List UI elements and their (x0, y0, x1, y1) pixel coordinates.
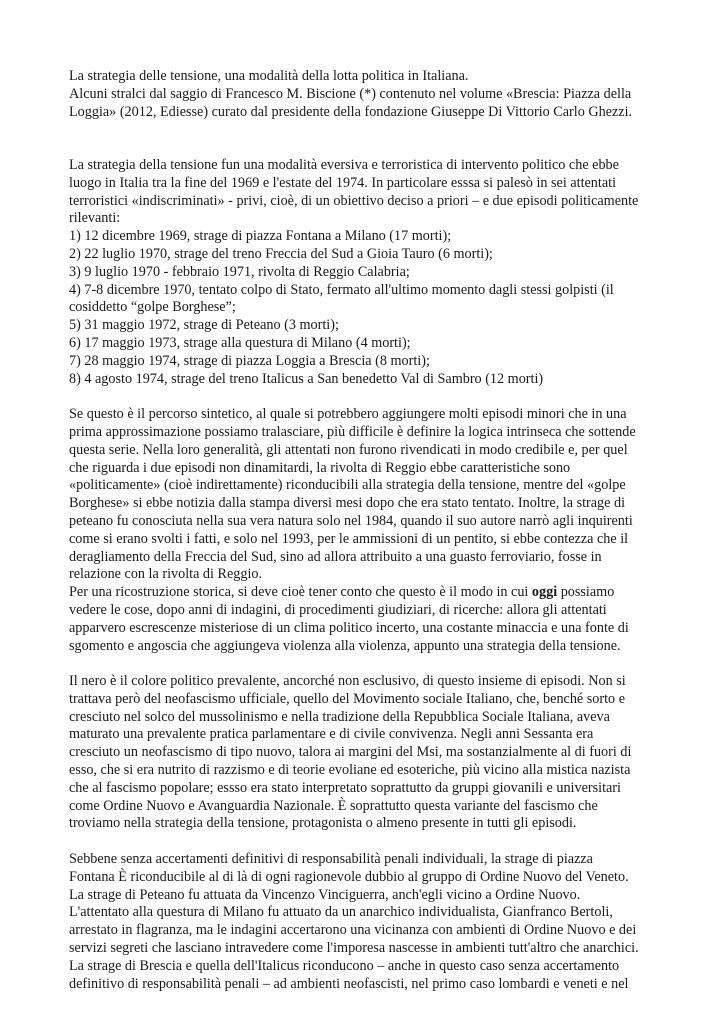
text-line: cresciuto un neofascismo di tipo nuovo, talora ai margini del Msi, ma sostanzialmente al di fuori di (69, 744, 632, 761)
list-item: 3) 9 luglio 1970 - febbraio 1971, rivolta di Reggio Calabria; (69, 263, 410, 280)
text-line: Fontana È riconducibile al di là di ogni ragionevole dubbio al gruppo di Ordine Nuovo del Veneto. (69, 868, 629, 885)
document-page (69, 68, 669, 993)
text-line: La strage di Brescia e quella dell'Italicus riconducono – anche in questo caso senza accertamento (69, 957, 620, 974)
text-line: troviamo nella strategia della tensione, protagonista o almeno presente in tutti gli episodi. (69, 815, 577, 832)
text-line: luogo in Italia tra la fine del 1969 e l'estate del 1974. In particolare esssa si palesò in sei attentati (69, 174, 617, 191)
text-line: sgomento e angoscia che aggiungeva violenza alla violenza, appunto una strategia della tensione. (69, 637, 621, 654)
text-line: che al fascismo popolare; essso era stato interpretato soprattutto da gruppi giovanili e universitari (69, 779, 621, 796)
spacer (69, 121, 669, 157)
spacer (69, 833, 669, 851)
list-item: 5) 31 maggio 1972, strage di Peteano (3 morti); (69, 317, 339, 334)
bold-word-oggi: oggi (531, 584, 558, 601)
text-line: deragliamento della Freccia del Sud, sino ad allora attribuito a una guasto ferroviario, fosse in (69, 548, 602, 565)
list-item: 7) 28 maggio 1974, strage di piazza Loggia a Brescia (8 morti); (69, 352, 430, 369)
text-line: terroristici «indiscriminati» - privi, cioè, di un obiettivo deciso a priori – e due episodi politicamente (69, 192, 639, 209)
list-item: 2) 22 luglio 1970, strage del treno Freccia del Sud a Gioia Tauro (6 morti); (69, 245, 493, 262)
text-line: questa serie. Nella loro generalità, gli attentati non furono rivendicati in modo credibile e, per quel (69, 441, 628, 458)
text-segment: Per una ricostruzione storica, si deve cioè tener conto che questo è il modo in cui (69, 584, 532, 601)
episodes-list (69, 228, 669, 388)
text-line: trattava però del neofascismo ufficiale, quello del Movimento sociale Italiano, che, benché sorto e (69, 690, 626, 707)
text-line: peteano fu conosciuta nella sua vera natura solo nel 1984, quando il suo autore narrò agli inquirenti (69, 512, 633, 529)
text-line: definitivo di responsabilità penali – ad ambienti neofascisti, nel primo caso lombardi e veneti e nel (69, 975, 629, 992)
text-line: servizi segreti che lasciano intravedere come l'imporesa nascesse in ambienti tutt'altro che anarchici. (69, 940, 639, 957)
header-title-line: La strategia delle tensione, una modalità della lotta politica in Italiana. (69, 68, 469, 84)
intro-paragraph (69, 157, 669, 228)
text-line: «politicamente» (cioè indirettamente) riconducibili alla strategia della tensione, mentre del «golpe (69, 477, 626, 494)
header-line: Loggia» (2012, Ediesse) curato dal presidente della fondazione Giuseppe Di Vittorio Carlo Ghezzi. (69, 103, 633, 120)
text-line: maturato una prevalente pratica parlamentare e di civile convivenza. Negli anni Sessanta era (69, 726, 594, 743)
text-line: come Ordine Nuovo e Avanguardia Nazionale. È soprattutto questa variante del fascismo che (69, 797, 598, 814)
text-line: Il nero è il colore politico prevalente, ancorché non esclusivo, di questo insieme di episodi. Non si (69, 673, 626, 690)
text-line: La strage di Peteano fu attuata da Vincenzo Vinciguerra, anch'egli vicino a Ordine Nuovo. (69, 886, 581, 903)
text-line: L'attentato alla questura di Milano fu attuato da un anarchico individualista, Gianfranco Bertoli, (69, 904, 613, 921)
text-line (69, 584, 669, 602)
list-item: 4) 7-8 dicembre 1970, tentato colpo di Stato, fermato all'ultimo momento dagli stessi golpisti (il (69, 281, 614, 298)
text-line: relazione con la rivolta di Reggio. (69, 566, 263, 583)
list-item: 1) 12 dicembre 1969, strage di piazza Fontana a Milano (17 morti); (69, 228, 452, 245)
analysis-paragraph (69, 406, 669, 655)
text-line: prima approssimazione possiamo tralasciare, più difficile è definire la logica intrinseca che sottende (69, 423, 636, 440)
text-line: Sebbene senza accertamenti definitivi di responsabilità penali individuali, la strage di piazza (69, 851, 593, 868)
text-line: arrestato in flagranza, ma le indagini accertarono una vicinanza con ambienti di Ordine Nuovo e dei (69, 922, 637, 939)
text-segment: possiamo (557, 584, 615, 601)
text-line: La strategia della tensione fun una modalità eversiva e terroristica di intervento politico che ebbe (69, 156, 619, 173)
header-line: Alcuni stralci dal saggio di Francesco M. Biscione (*) contenuto nel volume «Brescia: Piazza della (69, 85, 632, 102)
text-line: Borghese» si ebbe notizia dalla stampa diversi mesi dopo che era stato tentato. Inoltre, la strage di (69, 495, 626, 512)
neofascism-paragraph (69, 673, 669, 833)
list-item: 6) 17 maggio 1973, strage alla questura di Milano (4 morti); (69, 334, 411, 351)
responsibility-paragraph (69, 851, 669, 993)
text-line: Se questo è il percorso sintetico, al quale si potrebbero aggiungere molti episodi minori che in una (69, 406, 627, 423)
text-line: vedere le cose, dopo anni di indagini, di procedimenti giudiziari, di ricerche: allora gli attentati (69, 601, 607, 618)
spacer (69, 388, 669, 406)
text-line: cresciuto nel solco del mussolinismo e nella tradizione della Repubblica Sociale Italiana, aveva (69, 708, 610, 725)
text-line: come si erano svolti i fatti, e solo nel 1993, per le ammissioni di un pentito, si ebbe contezza che il (69, 530, 629, 547)
text-line: esso, che si era nutrito di razzismo e di teorie evoliane ed esoteriche, più vicino alla mistica nazista (69, 762, 631, 779)
text-line: apparvero escrescenze misteriose di un clima politico incerto, una costante minaccia e una fonte di (69, 619, 629, 636)
spacer (69, 655, 669, 673)
text-line: che riguarda i due episodi non dinamitardi, la rivolta di Reggio ebbe caratteristiche sono (69, 459, 571, 476)
header-paragraph (69, 68, 669, 121)
list-item-continuation: cosiddetto “golpe Borghese”; (69, 299, 236, 316)
text-line: rilevanti: (69, 210, 121, 227)
list-item: 8) 4 agosto 1974, strage del treno Italicus a San benedetto Val di Sambro (12 morti) (69, 370, 544, 387)
